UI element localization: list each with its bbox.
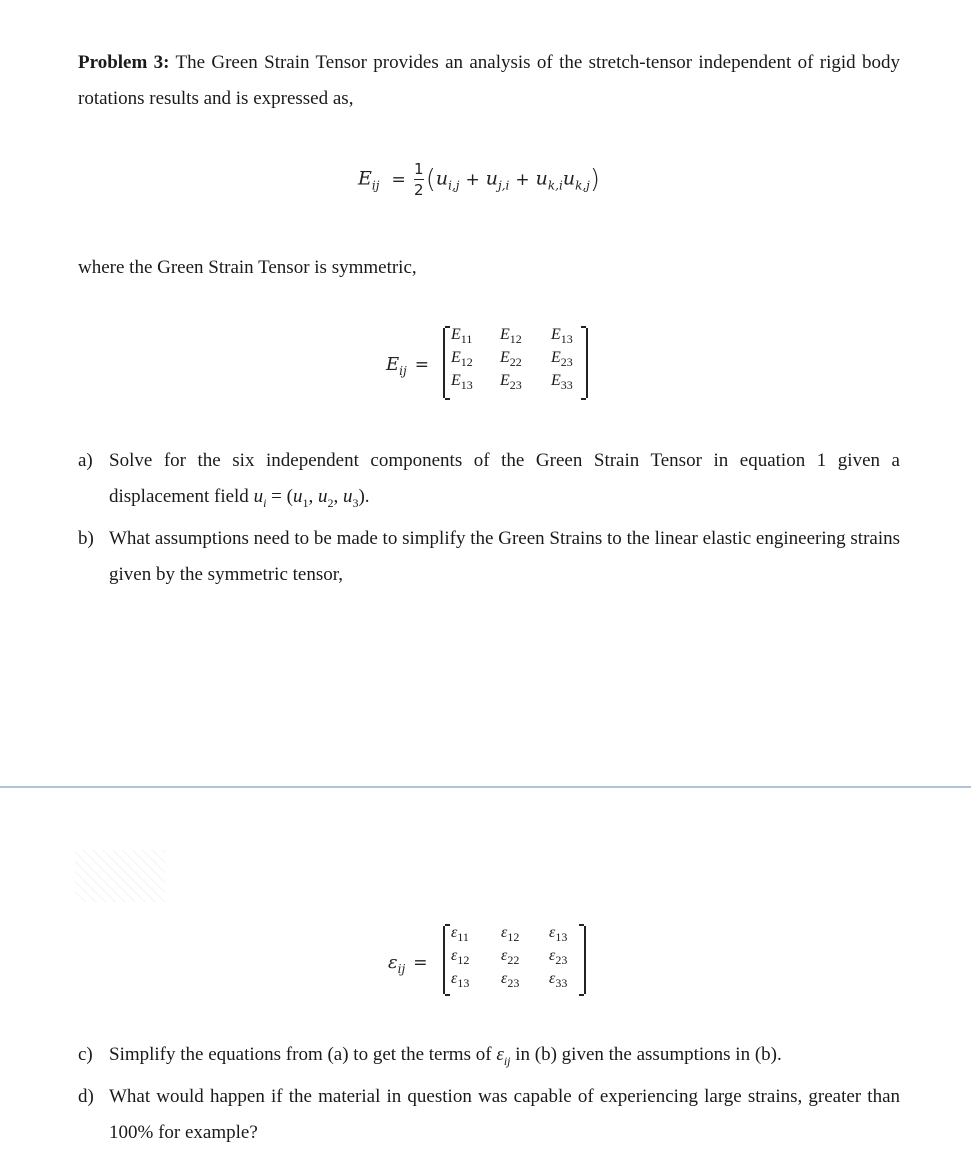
engineering-strain-matrix	[443, 926, 586, 994]
matrix-cell-2-3: $E_{23}$	[551, 349, 573, 369]
problem-label: Problem 3:	[78, 52, 170, 73]
matrix-eps-lhs: $\varepsilon_{ij}$ =	[388, 952, 428, 976]
matrix-cell-1-1: $\varepsilon_{11}$	[451, 924, 469, 944]
matrix-cell-3-1: $\varepsilon_{13}$	[451, 970, 470, 990]
matrix-cell-2-1: $E_{12}$	[451, 349, 473, 369]
problem-intro	[78, 45, 900, 117]
matrix-cell-1-2: $E_{12}$	[500, 326, 522, 346]
matrix-cell-2-3: $\varepsilon_{23}$	[549, 947, 568, 967]
green-strain-equation: $E_{ij}$ = $\frac{1}{2}$ $(u_{i,j} + u_{j,i} + u_{k,i}u_{k,j})$	[358, 160, 601, 199]
matrix-cell-1-2: $\varepsilon_{12}$	[501, 924, 520, 944]
question-a: a) Solve for the six independent components of the Green Strain Tensor in equation 1 given a displacement field $u_i = (u_1$, $u_2$, $u_3$).	[78, 450, 900, 510]
question-b: b) What assumptions need to be made to simplify the Green Strains to the linear elastic engineering strains given by the symmetric tensor,	[78, 527, 900, 585]
matrix-cell-1-3: $E_{13}$	[551, 326, 573, 346]
intro-text: The Green Strain Tensor provides an analysis of the stretch-tensor independent of rigid body rotations results and is expressed as,	[78, 52, 900, 109]
scan-artifact	[75, 850, 165, 902]
matrix-cell-3-3: $\varepsilon_{33}$	[549, 970, 568, 990]
questions-cd	[78, 1037, 900, 1151]
matrix-cell-3-2: $\varepsilon_{23}$	[501, 970, 520, 990]
matrix-E-lhs: $E_{ij}$ =	[386, 354, 429, 378]
questions-ab	[78, 443, 900, 593]
matrix-cell-1-1: $E_{11}$	[451, 326, 473, 346]
symmetric-text: where the Green Strain Tensor is symmetric,	[78, 257, 417, 278]
matrix-cell-2-1: $\varepsilon_{12}$	[451, 947, 470, 967]
matrix-cell-1-3: $\varepsilon_{13}$	[549, 924, 568, 944]
green-strain-matrix	[443, 328, 588, 398]
matrix-cell-2-2: $E_{22}$	[500, 349, 522, 369]
matrix-cell-3-1: $E_{13}$	[451, 372, 473, 392]
one-half-fraction: $\frac{1}{2}$	[413, 160, 424, 199]
question-d: d) What would happen if the material in question was capable of experiencing large strains, greater than 100% for example?	[78, 1085, 900, 1143]
matrix-cell-3-2: $E_{23}$	[500, 372, 522, 392]
matrix-cell-2-2: $\varepsilon_{22}$	[501, 947, 520, 967]
matrix-cell-3-3: $E_{33}$	[551, 372, 573, 392]
page-divider	[0, 786, 971, 788]
question-c: c) Simplify the equations from (a) to get the terms of $\varepsilon_{ij}$ in (b) given the assumptions in (b).	[78, 1044, 782, 1068]
